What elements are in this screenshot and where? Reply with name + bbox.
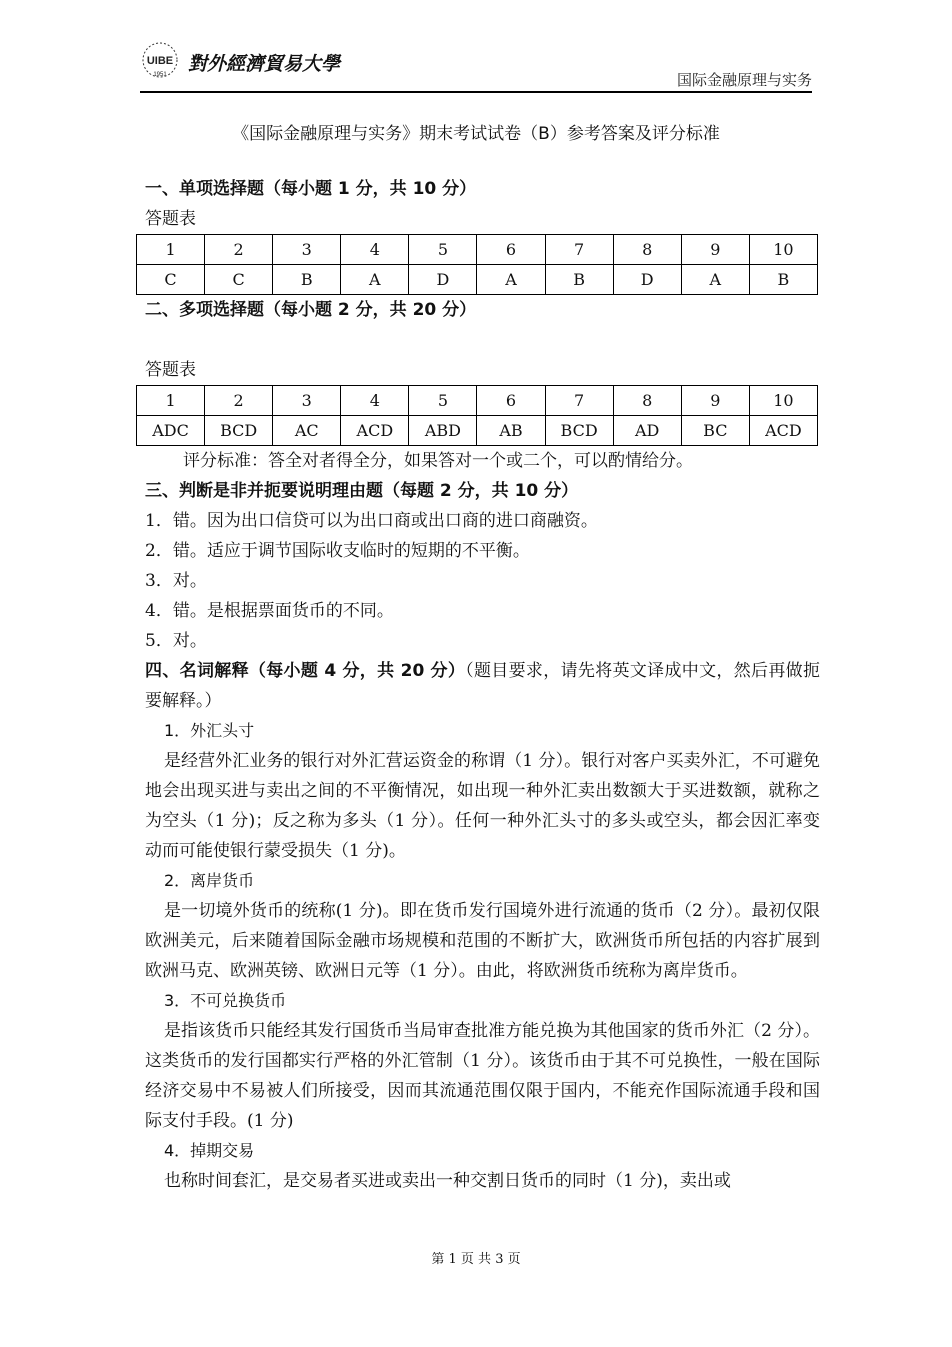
- section1-table-label: 答题表: [145, 209, 196, 229]
- course-name: 国际金融原理与实务: [676, 71, 812, 89]
- table-cell: 2: [205, 235, 273, 265]
- section1-heading: 一、单项选择题（每小题 1 分，共 10 分）: [145, 179, 477, 199]
- term-title: 3．不可兑换货币: [164, 991, 287, 1010]
- table-cell: 10: [749, 235, 817, 265]
- list-item: 5．对。: [145, 631, 207, 651]
- table-cell: 6: [477, 386, 545, 416]
- table-cell: B: [749, 265, 817, 295]
- table-cell: AC: [273, 416, 341, 446]
- university-logo: [140, 40, 350, 84]
- table-cell: A: [341, 265, 409, 295]
- term-explanation: 是一切境外货币的统称(1 分)。即在货币发行国境外进行流通的货币（2 分）。最初仅限欧洲美元，后来随着国际金融市场规模和范围的不断扩大，欧洲货币所包括的内容扩展到欧洲马克、欧洲英镑、欧洲日元等（1 分）。由此，将欧洲货币统称为离岸货币。: [145, 901, 820, 981]
- table-cell: A: [477, 265, 545, 295]
- term-explanation: 是指该货币只能经其发行国货币当局审查批准方能兑换为其他国家的货币外汇（2 分）。这类货币的发行国都实行严格的外汇管制（1 分）。该货币由于其不可兑换性，一般在国际经济交易中不易被人们所接受，因而其流通范围仅限于国内，不能充作国际流通手段和国际支付手段。(1 分): [145, 1021, 820, 1131]
- table-cell: AB: [477, 416, 545, 446]
- table-cell: 8: [613, 386, 681, 416]
- term-title: 1．外汇头寸: [164, 721, 255, 740]
- table-cell: 3: [273, 235, 341, 265]
- logo-abbr: UIBE: [146, 55, 174, 67]
- table-cell: ABD: [409, 416, 477, 446]
- header-divider: [140, 91, 812, 93]
- table-cell: ACD: [749, 416, 817, 446]
- section4-intro: [145, 656, 820, 716]
- section4-note: （题目要求，请先将英文译成中文，然后再做扼要解释。）: [145, 661, 820, 711]
- table-cell: 1: [137, 386, 205, 416]
- table-cell: BC: [681, 416, 749, 446]
- section1-answer-table: [136, 234, 818, 295]
- list-item: 2．错。适应于调节国际收支临时的短期的不平衡。: [145, 541, 530, 561]
- list-item: 3．对。: [145, 571, 207, 591]
- table-cell: 5: [409, 386, 477, 416]
- table-cell: 4: [341, 386, 409, 416]
- table-cell: 3: [273, 386, 341, 416]
- table-cell: B: [273, 265, 341, 295]
- term-explanation: 是经营外汇业务的银行对外汇营运资金的称谓（1 分）。银行对客户买卖外汇，不可避免地会出现买进与卖出之间的不平衡情况，如出现一种外汇卖出数额大于买进数额，就称之为空头（1 分)；反之称为多头（1 分）。任何一种外汇头寸的多头或空头，都会因汇率变动而可能使银行蒙受损失（1 分)。: [145, 751, 820, 861]
- logo-year: 1951: [153, 72, 167, 78]
- term-title: 2．离岸货币: [164, 871, 255, 890]
- table-cell: ACD: [341, 416, 409, 446]
- table-cell: C: [137, 265, 205, 295]
- section3-heading: 三、判断是非并扼要说明理由题（每题 2 分，共 10 分）: [145, 481, 579, 501]
- section2-scoring-note: 评分标准：答全对者得全分，如果答对一个或二个，可以酌情给分。: [183, 451, 693, 471]
- list-item: 4．错。是根据票面货币的不同。: [145, 601, 394, 621]
- table-cell: 2: [205, 386, 273, 416]
- table-cell: 7: [545, 235, 613, 265]
- table-cell: 9: [681, 386, 749, 416]
- term-title: 4．掉期交易: [164, 1141, 255, 1160]
- table-cell: D: [409, 265, 477, 295]
- table-cell: ADC: [137, 416, 205, 446]
- table-cell: AD: [613, 416, 681, 446]
- page-footer: 第 1 页 共 3 页: [431, 1252, 521, 1267]
- table-cell: BCD: [205, 416, 273, 446]
- table-cell: 8: [613, 235, 681, 265]
- section4-heading: 四、名词解释（每小题 4 分，共 20 分）: [145, 661, 466, 681]
- table-cell: 6: [477, 235, 545, 265]
- table-row: [137, 386, 818, 416]
- table-row: [137, 235, 818, 265]
- table-cell: 1: [137, 235, 205, 265]
- university-name: 對外經濟貿易大學: [188, 53, 341, 75]
- page-header: [140, 38, 812, 94]
- table-cell: C: [205, 265, 273, 295]
- table-cell: 7: [545, 386, 613, 416]
- document-body: [145, 174, 820, 1196]
- table-cell: B: [545, 265, 613, 295]
- table-cell: 4: [341, 235, 409, 265]
- table-row: [137, 265, 818, 295]
- table-cell: 5: [409, 235, 477, 265]
- table-row: [137, 416, 818, 446]
- section2-heading: 二、多项选择题（每小题 2 分，共 20 分）: [145, 300, 477, 320]
- table-cell: 10: [749, 386, 817, 416]
- table-cell: A: [681, 265, 749, 295]
- table-cell: BCD: [545, 416, 613, 446]
- section2-answer-table: [136, 385, 818, 446]
- table-cell: D: [613, 265, 681, 295]
- term-explanation: 也称时间套汇，是交易者买进或卖出一种交割日货币的同时（1 分)，卖出或: [164, 1171, 731, 1191]
- list-item: 1．错。因为出口信贷可以为出口商或出口商的进口商融资。: [145, 511, 598, 531]
- document-title: 《国际金融原理与实务》期末考试试卷（B）参考答案及评分标准: [232, 124, 720, 144]
- section2-table-label: 答题表: [145, 360, 196, 380]
- table-cell: 9: [681, 235, 749, 265]
